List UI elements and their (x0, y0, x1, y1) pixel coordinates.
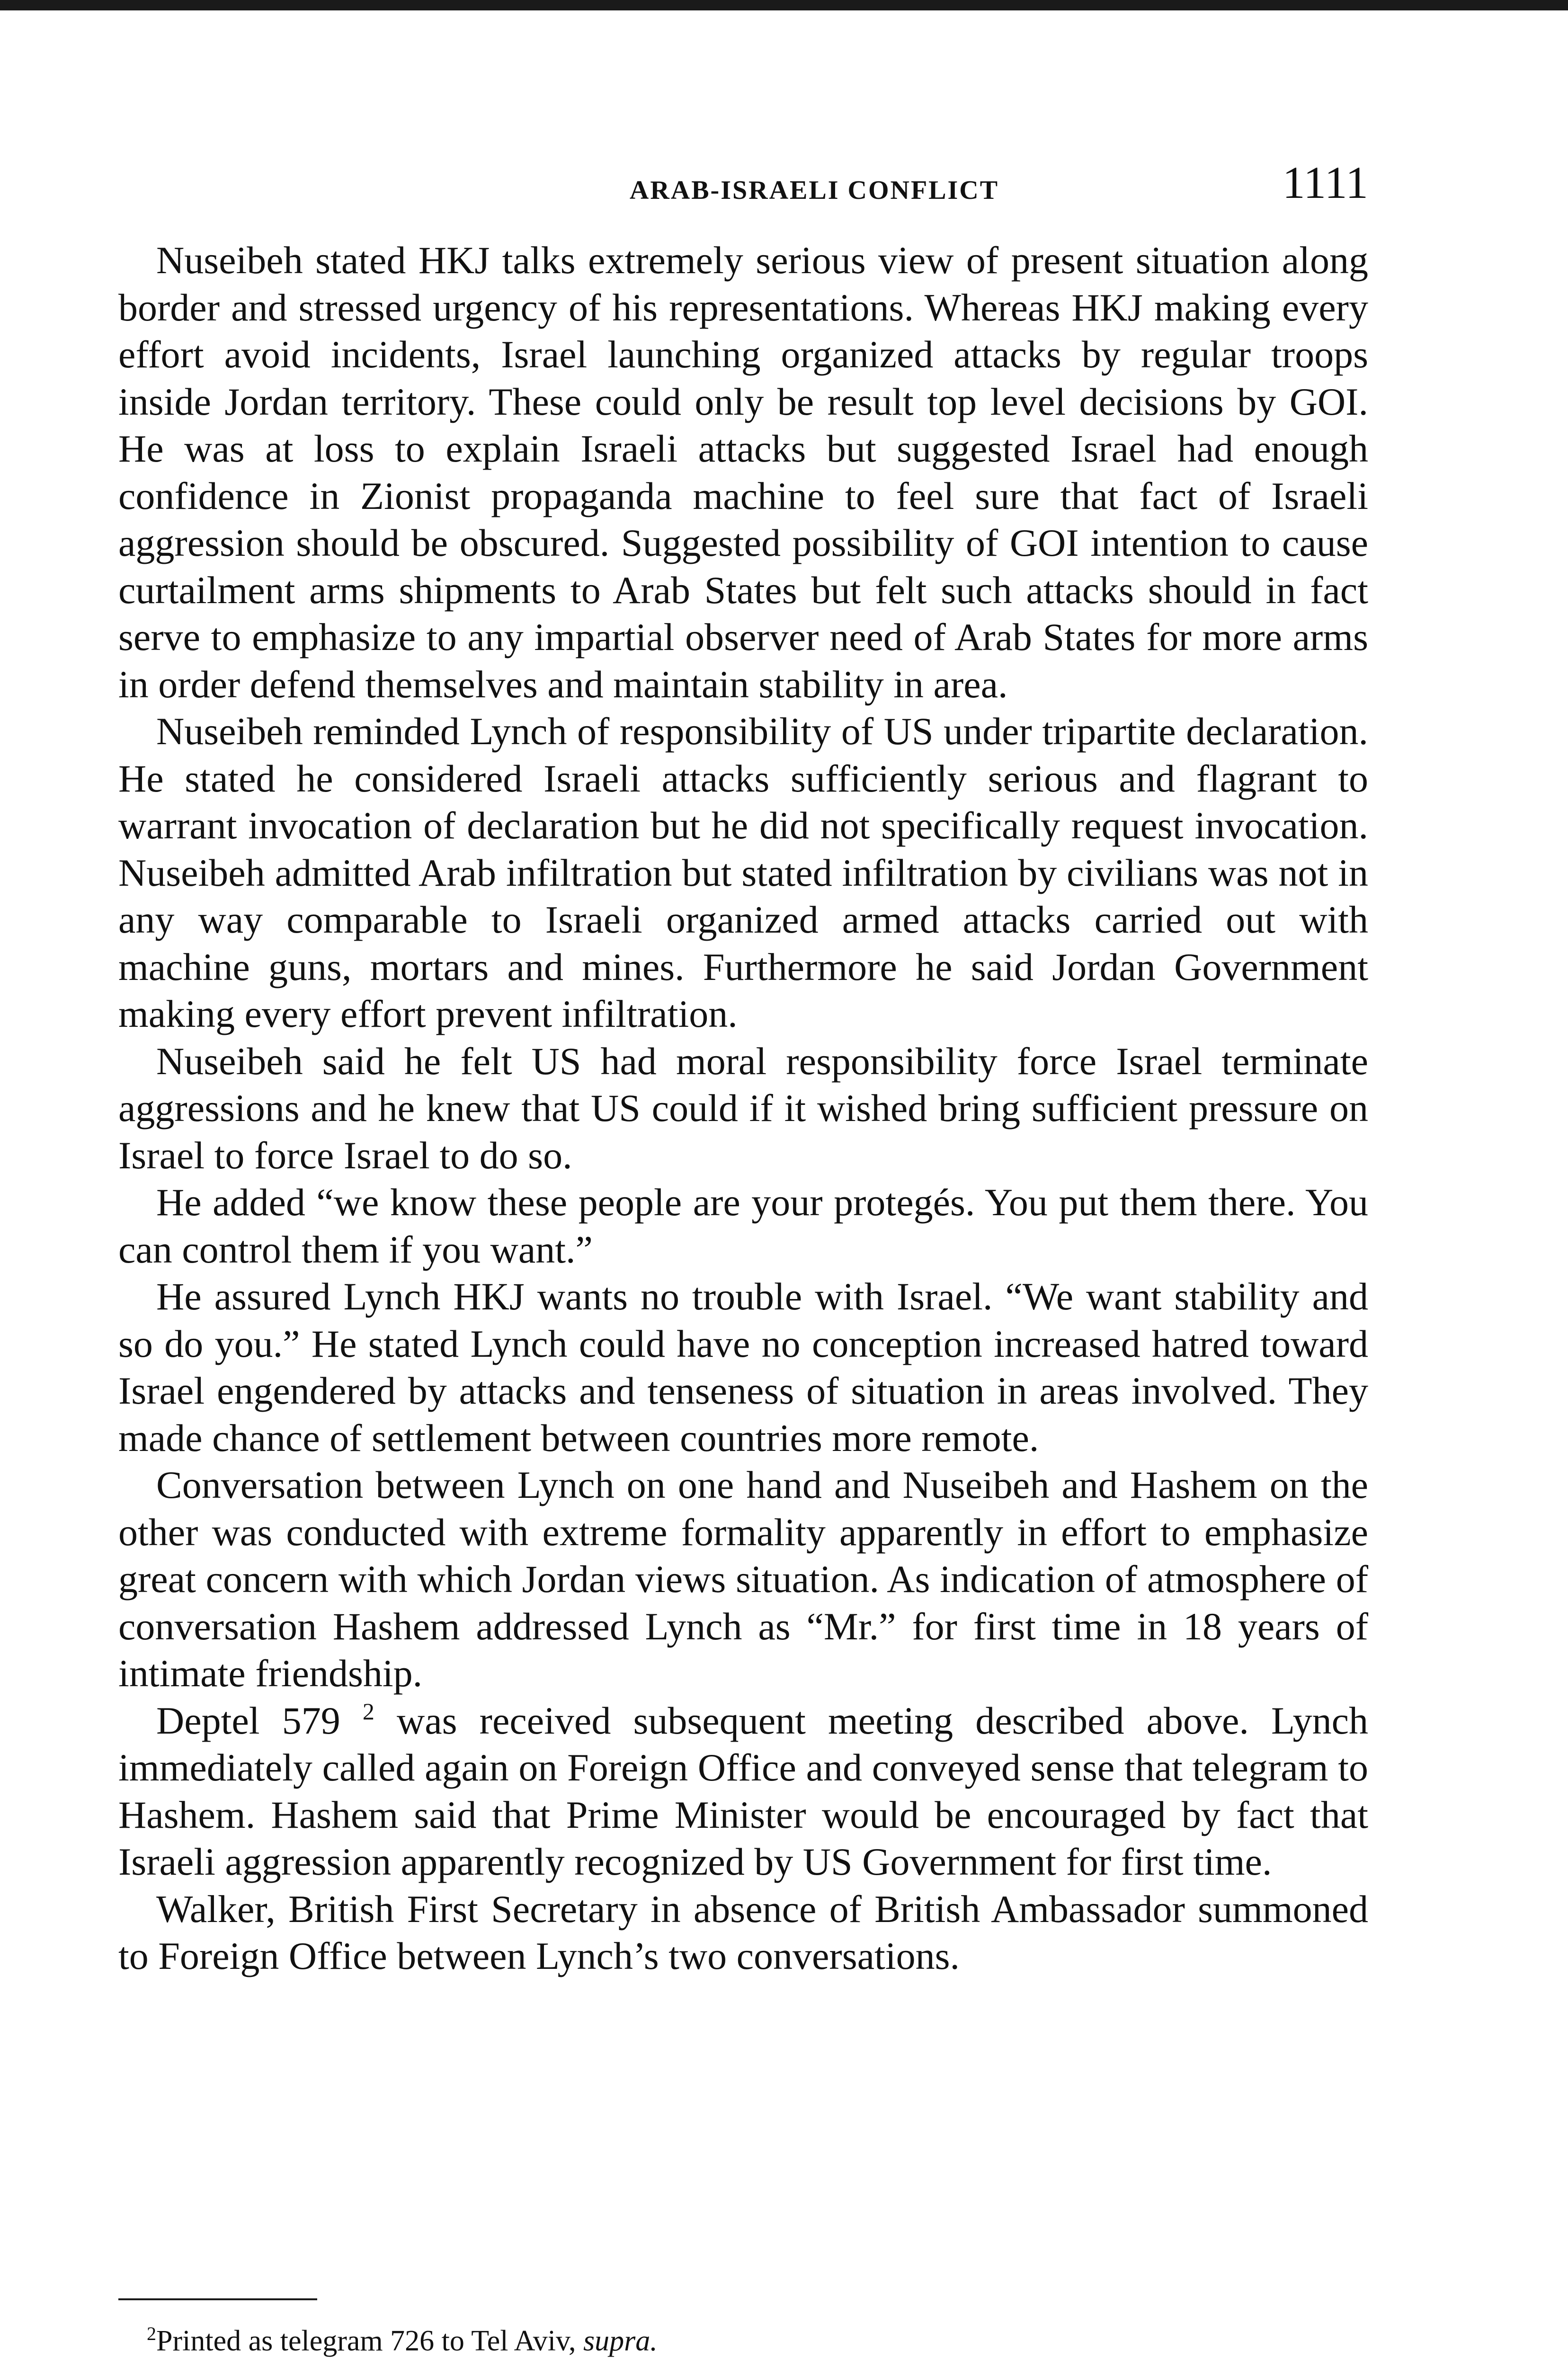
top-border-rule (0, 0, 1568, 10)
paragraph-4: He added “we know these people are your protegés. You put them there. You can control them if you want.” (118, 1181, 1368, 1271)
footnote-divider (118, 2298, 317, 2300)
paragraph-6: Conversation between Lynch on one hand and Nuseibeh and Hashem on the other was conducted with extreme formality apparently in effort to emphasize great concern with which Jordan views situation. As indication of atmosphere of conversation Hashem addressed Lynch as “Mr.” for first time in 18 years of intimate friendship. (118, 1463, 1368, 1695)
footnote (147, 2315, 658, 2360)
deptel-reference: Deptel 579 (156, 1699, 340, 1742)
document-body (118, 237, 1368, 1980)
running-head: ARAB-ISRAELI CONFLICT (629, 176, 999, 205)
paragraph-2: Nuseibeh reminded Lynch of responsibility of US under tripartite declaration. He stated he considered Israeli attacks sufficiently serious and flagrant to warrant invocation of declaration but he did not specifically request invocation. Nuseibeh admitted Arab infiltration but stated infiltration by civilians was not in any way comparable to Israeli organized armed attacks carried out with machine guns, mortars and mines. Furthermore he said Jordan Government making every effort prevent infiltration. (118, 710, 1368, 1035)
paragraph-5: He assured Lynch HKJ wants no trouble with Israel. “We want stability and so do you.” He stated Lynch could have no conception increased hatred toward Israel engendered by attacks and tenseness of situation in areas involved. They made chance of settlement between countries more remote. (118, 1275, 1368, 1459)
footnote-italic: supra. (583, 2325, 658, 2357)
paragraph-8: Walker, British First Secretary in absence of British Ambassador summoned to Foreign Office between Lynch’s two conversations. (118, 1887, 1368, 1977)
page-header (118, 156, 1368, 208)
deptel-text: was received subsequent meeting described above. Lynch immediately called again on Foreign Office and conveyed sense that telegram to Hashem. Hashem said that Prime Minister would be encouraged by fact that Israeli aggression apparently recognized by US Government for first time. (118, 1699, 1368, 1883)
footnote-reference[interactable]: 2 (362, 1698, 374, 1725)
paragraph-1: Nuseibeh stated HKJ talks extremely serious view of present situation along border and stressed urgency of his representations. Whereas HKJ making every effort avoid incidents, Israel launching organized attacks by regular troops inside Jordan territory. These could only be result top level decisions by GOI. He was at loss to explain Israeli attacks but suggested Israel had enough confidence in Zionist propaganda machine to feel sure that fact of Israeli aggression should be obscured. Suggested possibility of GOI intention to cause curtailment arms shipments to Arab States but felt such attacks should in fact serve to emphasize to any impartial observer need of Arab States for more arms in order defend themselves and maintain stability in area. (118, 239, 1368, 706)
paragraph-3: Nuseibeh said he felt US had moral responsibility force Israel terminate aggressions and he knew that US could if it wished bring sufficient pressure on Israel to force Israel to do so. (118, 1039, 1368, 1177)
page-number: 1111 (1282, 157, 1368, 208)
paragraph-7 (118, 1697, 1368, 1886)
footnote-text: Printed as telegram 726 to Tel Aviv, (156, 2325, 583, 2357)
footnote-mark: 2 (147, 2323, 156, 2344)
